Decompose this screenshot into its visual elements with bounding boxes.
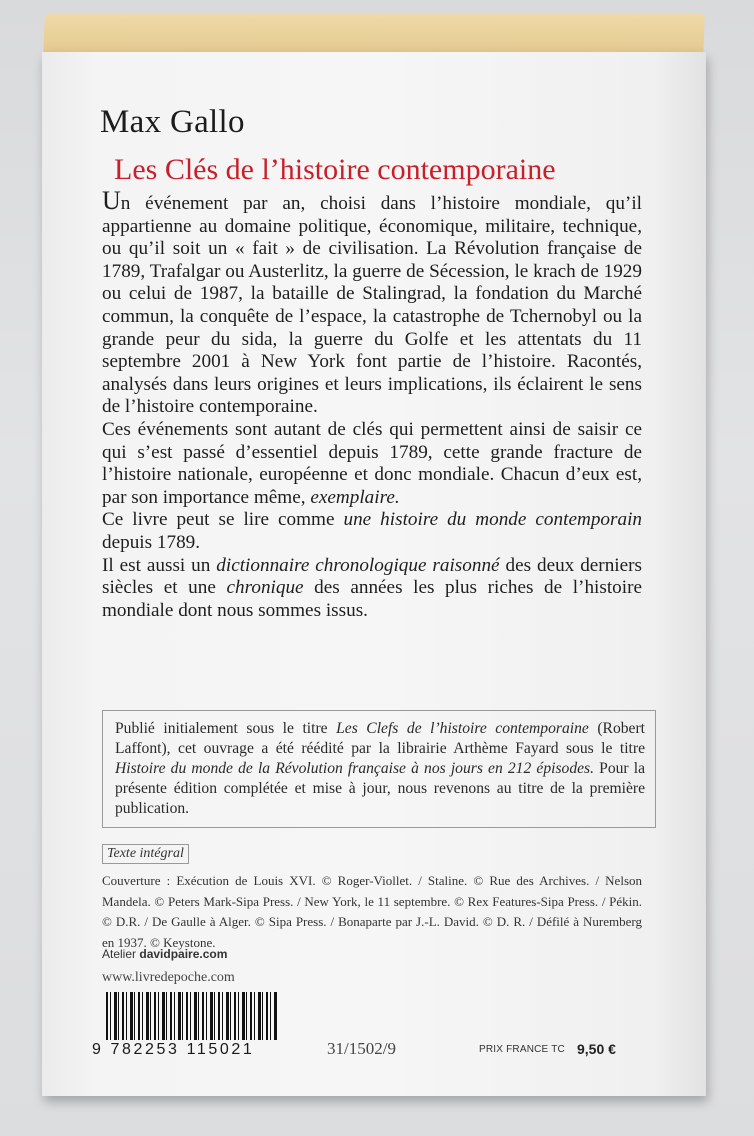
design-credit: Atelier davidpaire.com (102, 947, 228, 961)
blurb-paragraph: Ce livre peut se lire comme une histoire du monde contemporain depuis 1789. (102, 509, 642, 553)
cover-credits: Couverture : Exécution de Louis XVI. © Roger-Viollet. / Staline. © Rue des Archives. / Nelson Mandela. © Peters Mark-Sipa Press. / New York, le 11 septembre. © Rex Features-Sipa Press. / Pékin. © D.R. / De Gaulle à Alger. © Sipa Press. / Bonaparte par J.-L. David. © D. R. / Défilé à Nuremberg en 1937. © Keystone. (102, 873, 642, 950)
author-name: Max Gallo (100, 104, 245, 140)
drop-letter: U (102, 186, 121, 215)
book-title: Les Clés de l’histoire contemporaine (114, 153, 556, 186)
blurb-paragraph: Il est aussi un dictionnaire chronologique raisonné des deux derniers siècles et une chronique des années les plus riches de l’histoire mondiale dont nous sommes issus. (102, 554, 643, 621)
publication-note-box: Publié initialement sous le titre Les Clefs de l’histoire contemporaine (Robert Laffont), cet ouvrage a été réédité par la librairie Arthème Fayard sous le titre Histoire du monde de la Révolution française à nos jours en 212 épisodes. Pour la présente édition complétée et mise à jour, nous revenons au titre de la première publication. (102, 710, 656, 828)
edition-code: 31/1502/9 (327, 1039, 396, 1058)
price-label: PRIX FRANCE TC (479, 1044, 565, 1055)
publisher-website: www.livredepoche.com (102, 970, 235, 985)
isbn-number: 9 782253 115021 (92, 1041, 255, 1058)
edition-tag: Texte intégral (102, 844, 189, 864)
barcode (106, 992, 278, 1040)
blurb-paragraph: Ces événements sont autant de clés qui permettent ainsi de saisir ce qui s’est passé d’essentiel depuis 1789, cette grande fracture de l’histoire nationale, européenne et donc mondiale. Chacun d’eux est, par son importance même, exemplaire. (102, 418, 642, 508)
book-back-cover (42, 52, 706, 1096)
price: 9,50 € (577, 1041, 616, 1057)
blurb (102, 186, 643, 622)
blurb-paragraph: Un événement par an, choisi dans l’histoire mondiale, qu’il appartienne au domaine politique, économique, militaire, technique, ou qu’il soit un « fait » de civilisation. La Révolution française de 1789, Trafalgar ou Austerlitz, la guerre de Sécession, le krach de 1929 ou celui de 1987, la bataille de Stalingrad, la fondation du Marché commun, la conquête de l’espace, la catastrophe de Tchernobyl ou la grande peur du sida, la guerre du Golfe et les attentats du 11 septembre 2001 à New York font partie de l’histoire. Racontés, analysés dans leurs origines et leurs implications, ils éclairent le sens de l’histoire contemporaine. (102, 186, 642, 418)
